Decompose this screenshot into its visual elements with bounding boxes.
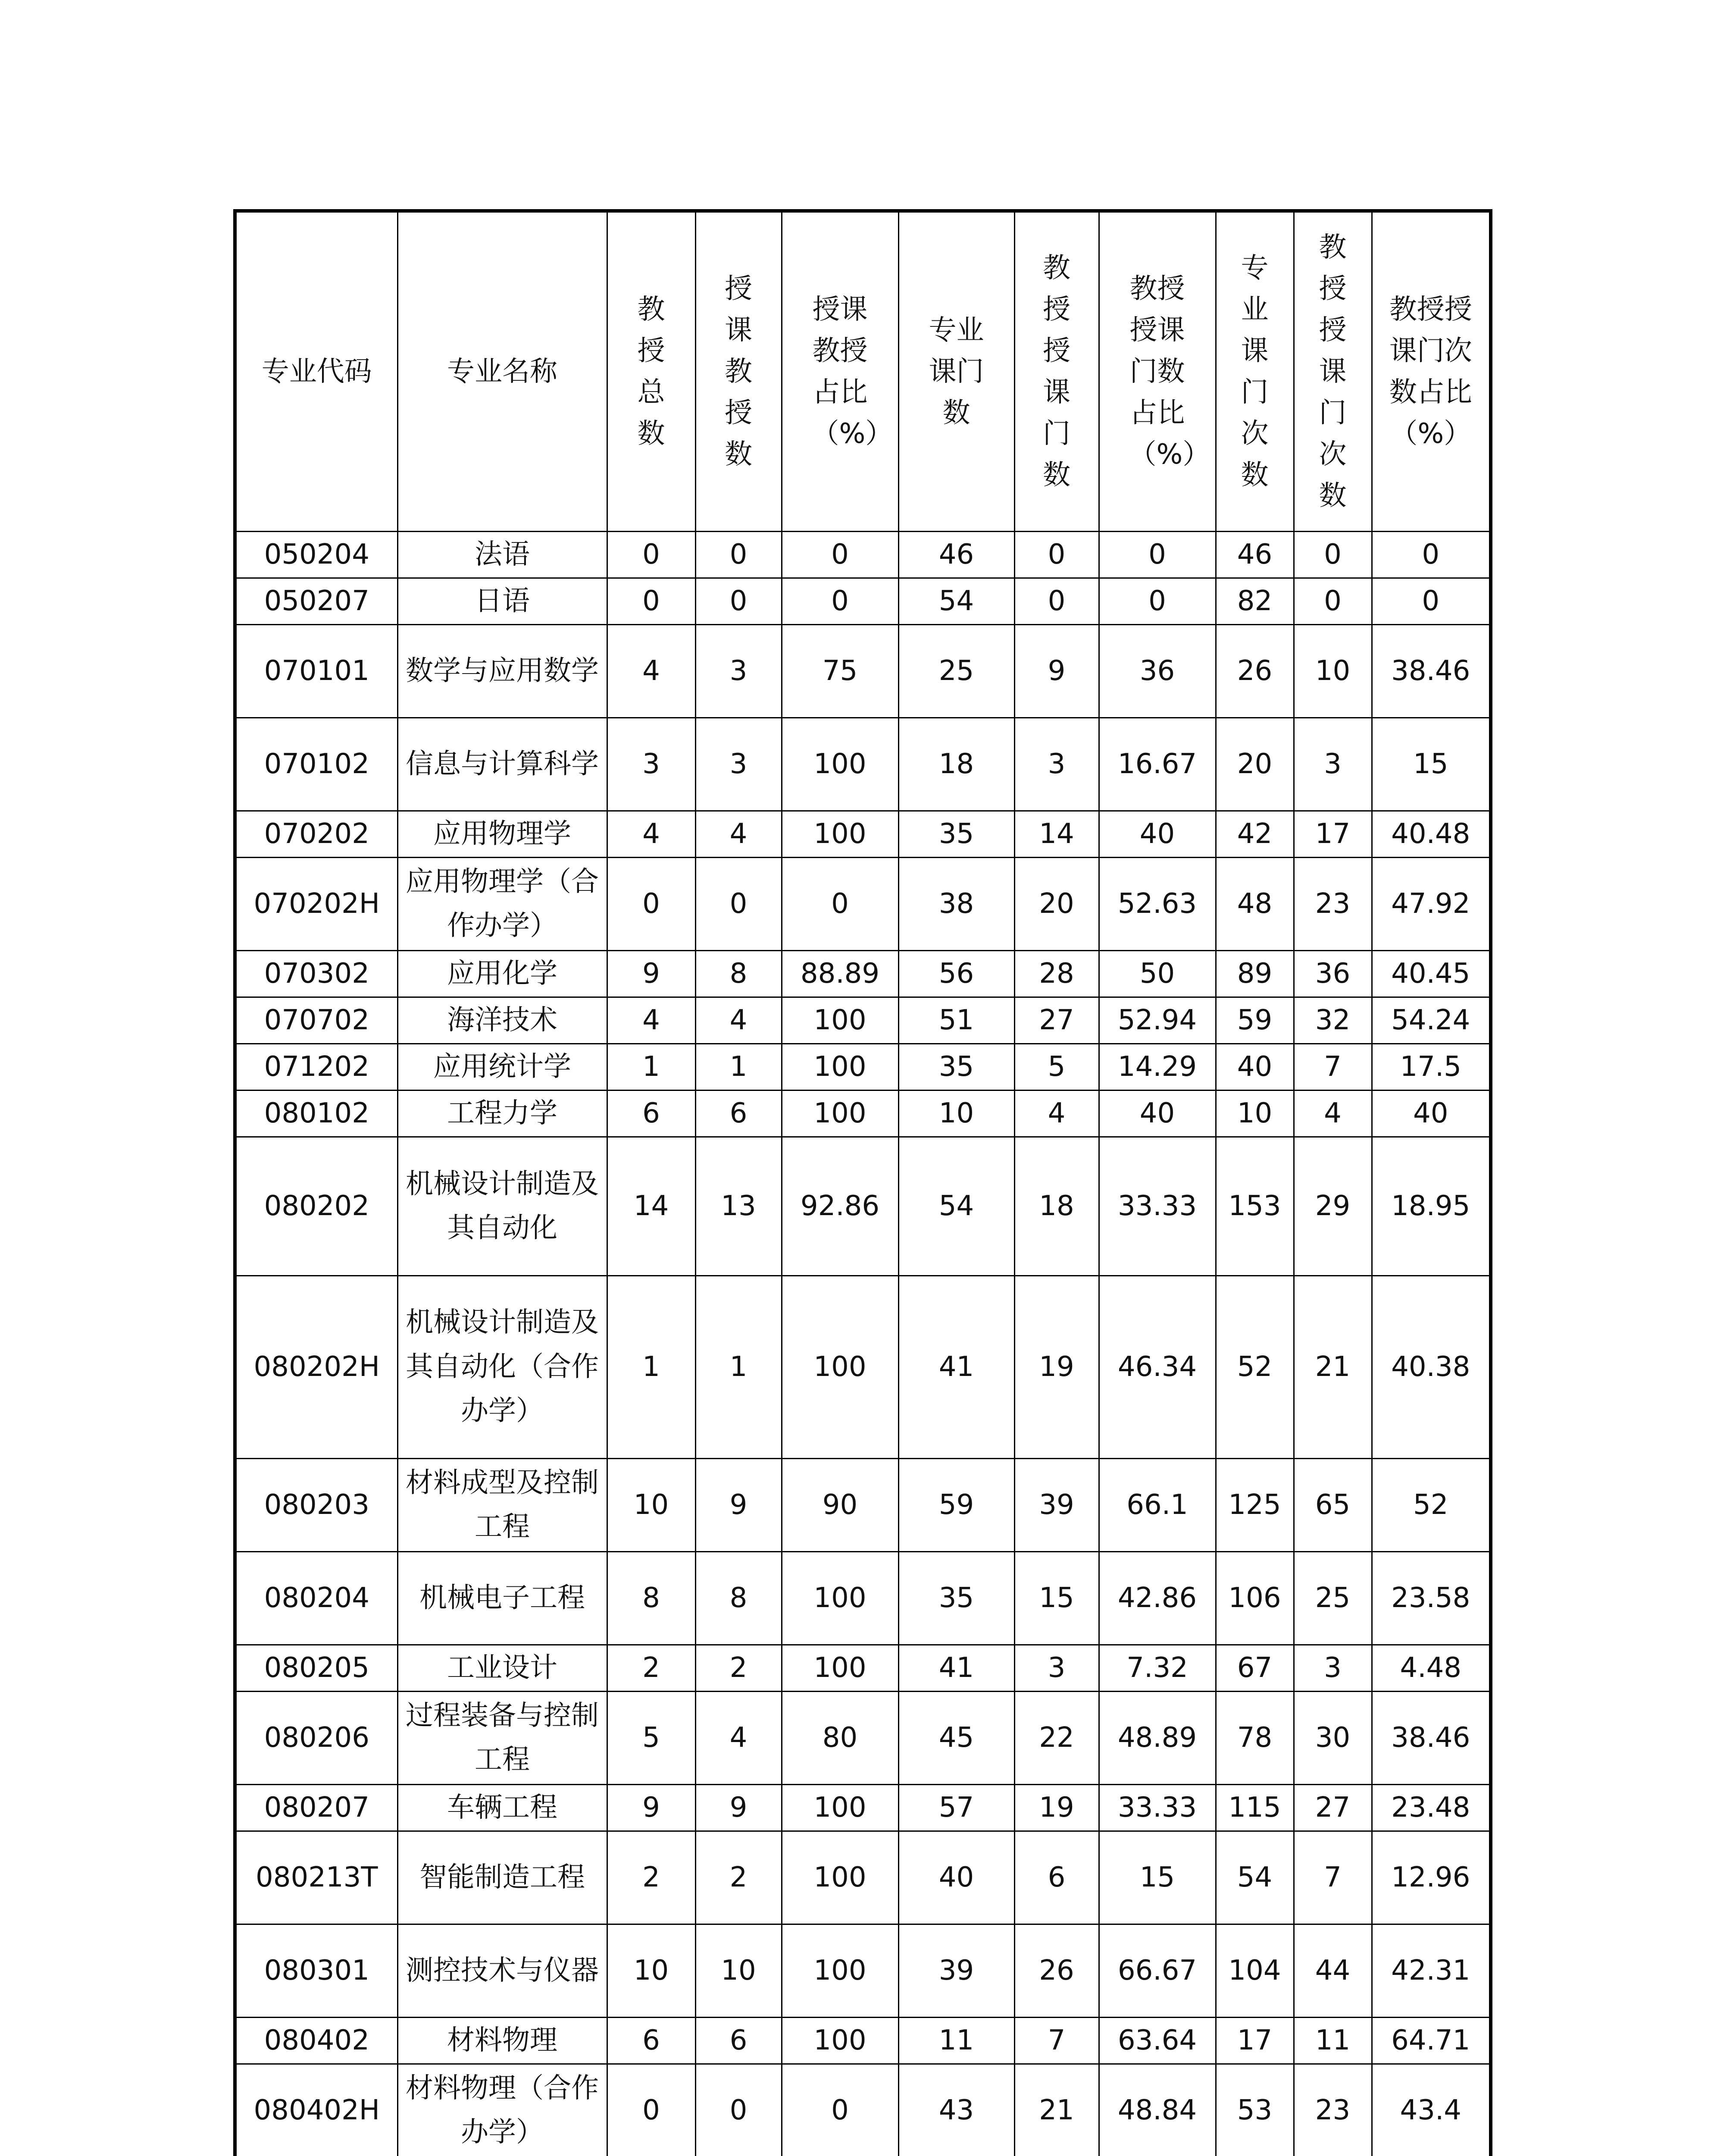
cell-value: 30: [1294, 1691, 1372, 1784]
cell-value: 22: [1014, 1691, 1099, 1784]
table-row: [235, 578, 1491, 624]
cell-value: 16.67: [1099, 718, 1216, 811]
cell-value: 89: [1216, 950, 1294, 997]
cell-code: 070702: [235, 997, 397, 1044]
cell-value: 0: [695, 578, 782, 624]
cell-value: 100: [782, 1044, 898, 1090]
cell-name: 海洋技术: [397, 997, 607, 1044]
cell-value: 1: [695, 1275, 782, 1458]
header-professor-total: 教授总数: [607, 211, 695, 531]
header-professor-course-count: 教授授课门数: [1014, 211, 1099, 531]
table-row: [235, 857, 1491, 950]
cell-value: 48.89: [1099, 1691, 1216, 1784]
cell-value: 90: [782, 1458, 898, 1551]
cell-name: 车辆工程: [397, 1784, 607, 1831]
cell-name: 机械电子工程: [397, 1551, 607, 1645]
cell-value: 4: [1014, 1090, 1099, 1137]
cell-value: 10: [1216, 1090, 1294, 1137]
cell-value: 36: [1294, 950, 1372, 997]
cell-name: 工业设计: [397, 1645, 607, 1691]
cell-name: 应用统计学: [397, 1044, 607, 1090]
cell-code: 080301: [235, 1924, 397, 2017]
cell-code: 080207: [235, 1784, 397, 1831]
cell-value: 52.63: [1099, 857, 1216, 950]
cell-value: 1: [607, 1044, 695, 1090]
cell-value: 4: [607, 997, 695, 1044]
cell-value: 33.33: [1099, 1137, 1216, 1275]
cell-value: 82: [1216, 578, 1294, 624]
cell-value: 23.48: [1372, 1784, 1491, 1831]
cell-value: 33.33: [1099, 1784, 1216, 1831]
cell-value: 18: [898, 718, 1014, 811]
cell-value: 43: [898, 2064, 1014, 2156]
cell-code: 080206: [235, 1691, 397, 1784]
cell-value: 40.38: [1372, 1275, 1491, 1458]
cell-value: 15: [1099, 1831, 1216, 1924]
cell-value: 20: [1216, 718, 1294, 811]
cell-value: 14.29: [1099, 1044, 1216, 1090]
cell-value: 7: [1014, 2017, 1099, 2064]
cell-name: 工程力学: [397, 1090, 607, 1137]
cell-name: 智能制造工程: [397, 1831, 607, 1924]
cell-value: 17.5: [1372, 1044, 1491, 1090]
cell-code: 070302: [235, 950, 397, 997]
table-row: [235, 624, 1491, 718]
cell-value: 8: [695, 950, 782, 997]
cell-value: 0: [782, 2064, 898, 2156]
cell-value: 54: [1216, 1831, 1294, 1924]
cell-value: 100: [782, 1275, 898, 1458]
cell-value: 4: [607, 624, 695, 718]
cell-value: 10: [607, 1458, 695, 1551]
cell-value: 8: [695, 1551, 782, 1645]
cell-name: 材料物理: [397, 2017, 607, 2064]
cell-value: 9: [695, 1784, 782, 1831]
cell-value: 9: [1014, 624, 1099, 718]
cell-value: 3: [1294, 1645, 1372, 1691]
cell-value: 44: [1294, 1924, 1372, 2017]
cell-value: 5: [607, 1691, 695, 1784]
table-row: [235, 811, 1491, 857]
cell-value: 100: [782, 1924, 898, 2017]
cell-value: 75: [782, 624, 898, 718]
cell-value: 63.64: [1099, 2017, 1216, 2064]
cell-value: 0: [607, 2064, 695, 2156]
cell-value: 14: [607, 1137, 695, 1275]
cell-value: 48: [1216, 857, 1294, 950]
cell-value: 3: [695, 624, 782, 718]
cell-value: 100: [782, 1090, 898, 1137]
cell-value: 11: [898, 2017, 1014, 2064]
table-header-row: [235, 211, 1491, 531]
header-teaching-professors: 授课教授数: [695, 211, 782, 531]
cell-value: 3: [1014, 718, 1099, 811]
cell-value: 88.89: [782, 950, 898, 997]
cell-value: 0: [607, 578, 695, 624]
table-row: [235, 1458, 1491, 1551]
cell-value: 0: [1099, 531, 1216, 578]
cell-value: 0: [1372, 531, 1491, 578]
cell-name: 应用物理学（合作办学）: [397, 857, 607, 950]
cell-value: 9: [695, 1458, 782, 1551]
cell-code: 050204: [235, 531, 397, 578]
cell-code: 070101: [235, 624, 397, 718]
cell-value: 46: [1216, 531, 1294, 578]
cell-value: 6: [1014, 1831, 1099, 1924]
header-major-course-count: 专业课门数: [898, 211, 1014, 531]
cell-value: 2: [607, 1645, 695, 1691]
cell-value: 4.48: [1372, 1645, 1491, 1691]
header-major-course-sessions: 专业课门次数: [1216, 211, 1294, 531]
cell-value: 52.94: [1099, 997, 1216, 1044]
cell-name: 应用物理学: [397, 811, 607, 857]
cell-value: 100: [782, 2017, 898, 2064]
cell-name: 机械设计制造及其自动化（合作办学）: [397, 1275, 607, 1458]
cell-value: 40.48: [1372, 811, 1491, 857]
table-row: [235, 997, 1491, 1044]
cell-name: 法语: [397, 531, 607, 578]
cell-value: 54: [898, 578, 1014, 624]
cell-value: 6: [607, 1090, 695, 1137]
table-row: [235, 950, 1491, 997]
table-row: [235, 1831, 1491, 1924]
cell-value: 15: [1372, 718, 1491, 811]
table-row: [235, 1137, 1491, 1275]
cell-value: 42.86: [1099, 1551, 1216, 1645]
cell-value: 4: [695, 1691, 782, 1784]
table-row: [235, 1090, 1491, 1137]
cell-value: 9: [607, 950, 695, 997]
cell-value: 8: [607, 1551, 695, 1645]
cell-value: 18: [1014, 1137, 1099, 1275]
cell-value: 0: [1294, 531, 1372, 578]
cell-value: 5: [1014, 1044, 1099, 1090]
cell-value: 4: [607, 811, 695, 857]
table-row: [235, 1275, 1491, 1458]
header-teaching-professor-ratio: 授课教授占比（%）: [782, 211, 898, 531]
cell-value: 7: [1294, 1044, 1372, 1090]
cell-value: 100: [782, 811, 898, 857]
cell-value: 153: [1216, 1137, 1294, 1275]
cell-value: 0: [1014, 531, 1099, 578]
cell-value: 57: [898, 1784, 1014, 1831]
cell-value: 0: [1294, 578, 1372, 624]
cell-code: 080204: [235, 1551, 397, 1645]
cell-value: 64.71: [1372, 2017, 1491, 2064]
header-major-name: 专业名称: [397, 211, 607, 531]
cell-value: 32: [1294, 997, 1372, 1044]
cell-value: 41: [898, 1645, 1014, 1691]
cell-value: 14: [1014, 811, 1099, 857]
cell-value: 3: [1014, 1645, 1099, 1691]
cell-value: 40: [898, 1831, 1014, 1924]
cell-value: 3: [1294, 718, 1372, 811]
cell-name: 过程装备与控制工程: [397, 1691, 607, 1784]
table-row: [235, 1691, 1491, 1784]
cell-value: 100: [782, 1784, 898, 1831]
cell-value: 12.96: [1372, 1831, 1491, 1924]
cell-value: 0: [782, 531, 898, 578]
cell-value: 41: [898, 1275, 1014, 1458]
table-row: [235, 1784, 1491, 1831]
statistics-table: [233, 209, 1492, 2156]
cell-value: 40: [1099, 811, 1216, 857]
cell-value: 25: [898, 624, 1014, 718]
cell-value: 100: [782, 1831, 898, 1924]
table-row: [235, 2064, 1491, 2156]
cell-value: 35: [898, 1044, 1014, 1090]
cell-value: 42: [1216, 811, 1294, 857]
cell-value: 0: [1014, 578, 1099, 624]
cell-value: 35: [898, 1551, 1014, 1645]
cell-value: 10: [898, 1090, 1014, 1137]
cell-name: 机械设计制造及其自动化: [397, 1137, 607, 1275]
cell-value: 125: [1216, 1458, 1294, 1551]
cell-value: 43.4: [1372, 2064, 1491, 2156]
cell-value: 9: [607, 1784, 695, 1831]
cell-code: 050207: [235, 578, 397, 624]
cell-value: 2: [695, 1645, 782, 1691]
cell-value: 18.95: [1372, 1137, 1491, 1275]
cell-value: 0: [607, 857, 695, 950]
cell-code: 070102: [235, 718, 397, 811]
cell-value: 6: [695, 1090, 782, 1137]
table-row: [235, 2017, 1491, 2064]
cell-code: 071202: [235, 1044, 397, 1090]
cell-value: 38.46: [1372, 1691, 1491, 1784]
cell-value: 3: [607, 718, 695, 811]
cell-name: 日语: [397, 578, 607, 624]
cell-value: 66.67: [1099, 1924, 1216, 2017]
cell-value: 11: [1294, 2017, 1372, 2064]
cell-value: 13: [695, 1137, 782, 1275]
cell-value: 6: [695, 2017, 782, 2064]
cell-value: 29: [1294, 1137, 1372, 1275]
cell-value: 35: [898, 811, 1014, 857]
cell-value: 46.34: [1099, 1275, 1216, 1458]
cell-value: 51: [898, 997, 1014, 1044]
cell-value: 26: [1216, 624, 1294, 718]
cell-value: 54.24: [1372, 997, 1491, 1044]
cell-code: 070202H: [235, 857, 397, 950]
cell-value: 59: [898, 1458, 1014, 1551]
cell-value: 115: [1216, 1784, 1294, 1831]
cell-value: 17: [1294, 811, 1372, 857]
cell-value: 2: [607, 1831, 695, 1924]
cell-value: 42.31: [1372, 1924, 1491, 2017]
cell-code: 070202: [235, 811, 397, 857]
cell-value: 1: [695, 1044, 782, 1090]
cell-value: 23: [1294, 857, 1372, 950]
cell-name: 应用化学: [397, 950, 607, 997]
cell-value: 45: [898, 1691, 1014, 1784]
cell-value: 53: [1216, 2064, 1294, 2156]
cell-value: 47.92: [1372, 857, 1491, 950]
cell-value: 65: [1294, 1458, 1372, 1551]
cell-value: 4: [695, 811, 782, 857]
cell-value: 23: [1294, 2064, 1372, 2156]
cell-value: 39: [898, 1924, 1014, 2017]
cell-value: 50: [1099, 950, 1216, 997]
cell-value: 40: [1372, 1090, 1491, 1137]
cell-value: 39: [1014, 1458, 1099, 1551]
table-row: [235, 1924, 1491, 2017]
cell-value: 23.58: [1372, 1551, 1491, 1645]
cell-value: 7: [1294, 1831, 1372, 1924]
cell-value: 38: [898, 857, 1014, 950]
cell-name: 数学与应用数学: [397, 624, 607, 718]
cell-value: 100: [782, 997, 898, 1044]
cell-code: 080202: [235, 1137, 397, 1275]
cell-value: 10: [607, 1924, 695, 2017]
cell-code: 080203: [235, 1458, 397, 1551]
cell-value: 19: [1014, 1784, 1099, 1831]
cell-value: 0: [607, 531, 695, 578]
cell-value: 92.86: [782, 1137, 898, 1275]
cell-value: 2: [695, 1831, 782, 1924]
cell-value: 59: [1216, 997, 1294, 1044]
cell-value: 21: [1014, 2064, 1099, 2156]
cell-code: 080402: [235, 2017, 397, 2064]
cell-value: 20: [1014, 857, 1099, 950]
cell-value: 48.84: [1099, 2064, 1216, 2156]
cell-value: 0: [1099, 578, 1216, 624]
cell-value: 80: [782, 1691, 898, 1784]
cell-code: 080402H: [235, 2064, 397, 2156]
cell-value: 0: [695, 2064, 782, 2156]
table-row: [235, 1044, 1491, 1090]
cell-value: 40.45: [1372, 950, 1491, 997]
cell-value: 10: [1294, 624, 1372, 718]
header-professor-course-ratio: 教授授课门数占比（%）: [1099, 211, 1216, 531]
cell-value: 27: [1294, 1784, 1372, 1831]
cell-value: 52: [1216, 1275, 1294, 1458]
cell-value: 15: [1014, 1551, 1099, 1645]
cell-value: 40: [1099, 1090, 1216, 1137]
header-professor-course-sessions: 教授授课门次数: [1294, 211, 1372, 531]
table-row: [235, 1645, 1491, 1691]
cell-value: 0: [1372, 578, 1491, 624]
cell-name: 材料成型及控制工程: [397, 1458, 607, 1551]
cell-value: 52: [1372, 1458, 1491, 1551]
cell-name: 信息与计算科学: [397, 718, 607, 811]
cell-value: 104: [1216, 1924, 1294, 2017]
cell-value: 3: [695, 718, 782, 811]
cell-value: 4: [1294, 1090, 1372, 1137]
cell-value: 19: [1014, 1275, 1099, 1458]
cell-value: 10: [695, 1924, 782, 2017]
cell-code: 080202H: [235, 1275, 397, 1458]
cell-value: 17: [1216, 2017, 1294, 2064]
cell-value: 67: [1216, 1645, 1294, 1691]
cell-value: 40: [1216, 1044, 1294, 1090]
cell-value: 0: [695, 857, 782, 950]
cell-value: 27: [1014, 997, 1099, 1044]
cell-value: 36: [1099, 624, 1216, 718]
cell-value: 7.32: [1099, 1645, 1216, 1691]
cell-value: 106: [1216, 1551, 1294, 1645]
cell-value: 54: [898, 1137, 1014, 1275]
header-major-code: 专业代码: [235, 211, 397, 531]
cell-value: 26: [1014, 1924, 1099, 2017]
cell-value: 1: [607, 1275, 695, 1458]
cell-value: 56: [898, 950, 1014, 997]
cell-value: 21: [1294, 1275, 1372, 1458]
cell-name: 材料物理（合作办学）: [397, 2064, 607, 2156]
header-professor-session-ratio: 教授授课门次数占比（%）: [1372, 211, 1491, 531]
cell-value: 38.46: [1372, 624, 1491, 718]
cell-value: 100: [782, 1551, 898, 1645]
cell-code: 080102: [235, 1090, 397, 1137]
table-row: [235, 531, 1491, 578]
cell-value: 66.1: [1099, 1458, 1216, 1551]
table-row: [235, 718, 1491, 811]
cell-value: 100: [782, 1645, 898, 1691]
cell-value: 0: [782, 857, 898, 950]
cell-value: 78: [1216, 1691, 1294, 1784]
cell-value: 28: [1014, 950, 1099, 997]
cell-value: 6: [607, 2017, 695, 2064]
table-row: [235, 1551, 1491, 1645]
cell-value: 0: [782, 578, 898, 624]
cell-value: 0: [695, 531, 782, 578]
cell-code: 080205: [235, 1645, 397, 1691]
cell-value: 100: [782, 718, 898, 811]
cell-value: 4: [695, 997, 782, 1044]
cell-code: 080213T: [235, 1831, 397, 1924]
cell-value: 46: [898, 531, 1014, 578]
cell-value: 25: [1294, 1551, 1372, 1645]
cell-name: 测控技术与仪器: [397, 1924, 607, 2017]
